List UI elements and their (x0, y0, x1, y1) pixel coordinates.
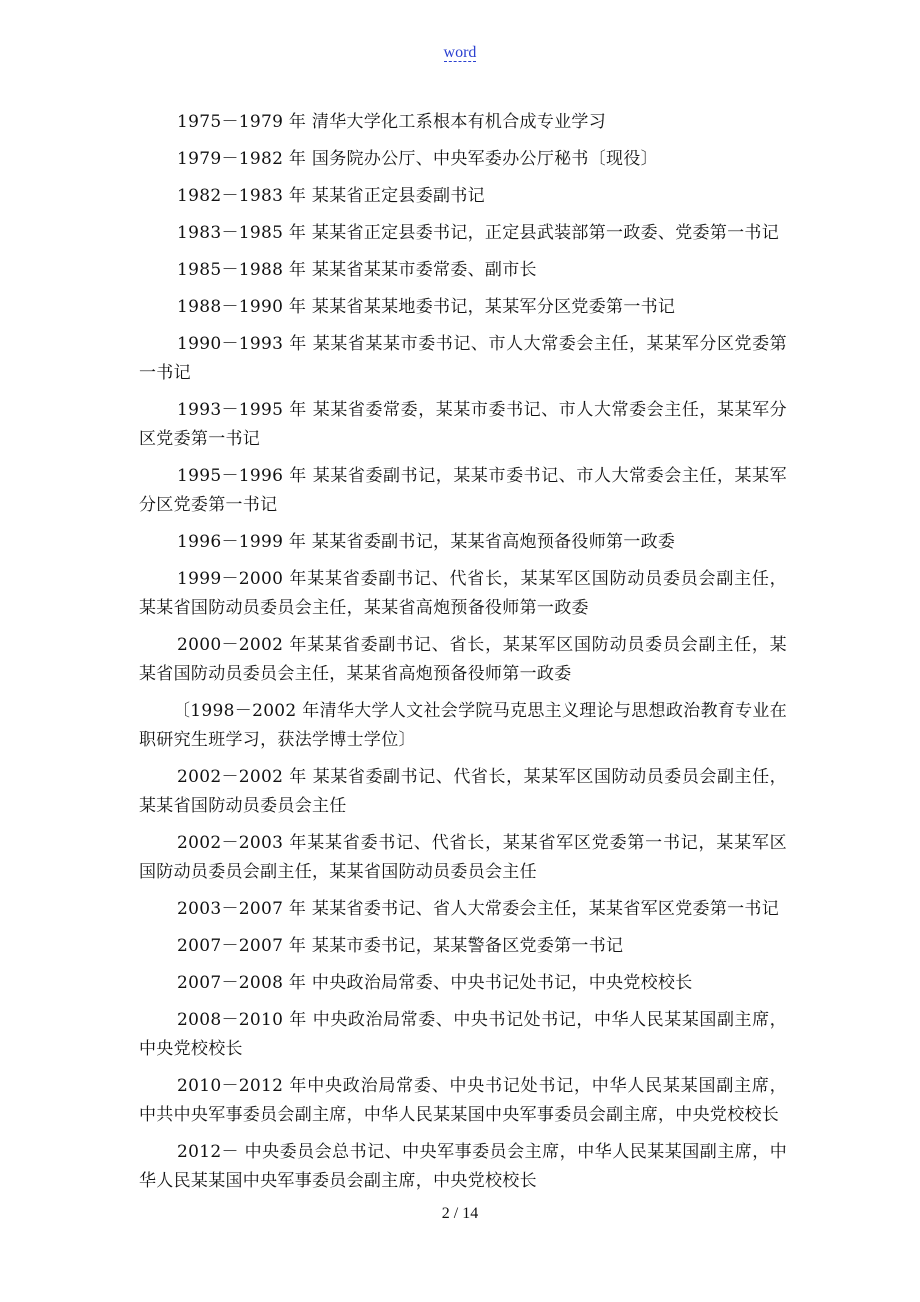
timeline-entry-8: 1995－1996 年 某某省委副书记，某某市委书记、市人大常委会主任，某某军分区党委第一书记 (139, 466, 787, 515)
timeline-entry-4: 1985－1988 年 某某省某某市委常委、副市长 (177, 260, 537, 280)
timeline-entry-5: 1988－1990 年 某某省某某地委书记，某某军分区党委第一书记 (177, 297, 676, 317)
timeline-entry-0: 1975－1979 年 清华大学化工系根本有机合成专业学习 (177, 112, 607, 132)
timeline-entry-7: 1993－1995 年 某某省委常委，某某市委书记、市人大常委会主任，某某军分区党委第一书记 (139, 400, 787, 449)
page-number: 2 / 14 (441, 1205, 479, 1222)
timeline-entry-15: 2003－2007 年 某某省委书记、省人大常委会主任，某某省军区党委第一书记 (177, 899, 780, 919)
timeline-entry-13: 2002－2002 年 某某省委副书记、代省长，某某军区国防动员委员会副主任，某某省国防动员委员会主任 (139, 767, 787, 816)
timeline-entry-10: 1999－2000 年某某省委副书记、代省长，某某军区国防动员委员会副主任，某某省国防动员委员会主任，某某省高炮预备役师第一政委 (139, 569, 787, 618)
timeline-entry-11: 2000－2002 年某某省委副书记、省长，某某军区国防动员委员会副主任，某某省国防动员委员会主任，某某省高炮预备役师第一政委 (139, 635, 787, 684)
timeline-entry-12: 〔1998－2002 年清华大学人文社会学院马克思主义理论与思想政治教育专业在职研究生班学习，获法学博士学位〕 (139, 701, 787, 750)
timeline-entry-17: 2007－2008 年 中央政治局常委、中央书记处书记，中央党校校长 (177, 973, 693, 993)
timeline-entry-6: 1990－1993 年 某某省某某市委书记、市人大常委会主任，某某军分区党委第一书记 (139, 334, 787, 383)
timeline-entry-9: 1996－1999 年 某某省委副书记，某某省高炮预备役师第一政委 (177, 532, 676, 552)
timeline-entry-14: 2002－2003 年某某省委书记、代省长，某某省军区党委第一书记，某某军区国防动员委员会副主任，某某省国防动员委员会主任 (139, 833, 787, 882)
timeline-entry-20: 2012－ 中央委员会总书记、中央军事委员会主席，中华人民某某国副主席，中华人民某某国中央军事委员会副主席，中央党校校长 (139, 1142, 787, 1191)
timeline-entry-2: 1982－1983 年 某某省正定县委副书记 (177, 186, 485, 206)
timeline-entry-18: 2008－2010 年 中央政治局常委、中央书记处书记，中华人民某某国副主席，中央党校校长 (139, 1010, 787, 1059)
timeline-entry-1: 1979－1982 年 国务院办公厅、中央军委办公厅秘书〔现役〕 (177, 149, 658, 169)
timeline-entry-19: 2010－2012 年中央政治局常委、中央书记处书记，中华人民某某国副主席，中共中央军事委员会副主席，中华人民某某国中央军事委员会副主席，中央党校校长 (139, 1076, 787, 1125)
resume-entries (139, 108, 787, 1204)
header-word-link[interactable]: word (443, 44, 477, 61)
timeline-entry-16: 2007－2007 年 某某市委书记，某某警备区党委第一书记 (177, 936, 624, 956)
timeline-entry-3: 1983－1985 年 某某省正定县委书记，正定县武装部第一政委、党委第一书记 (177, 223, 780, 243)
page-header (0, 42, 920, 62)
